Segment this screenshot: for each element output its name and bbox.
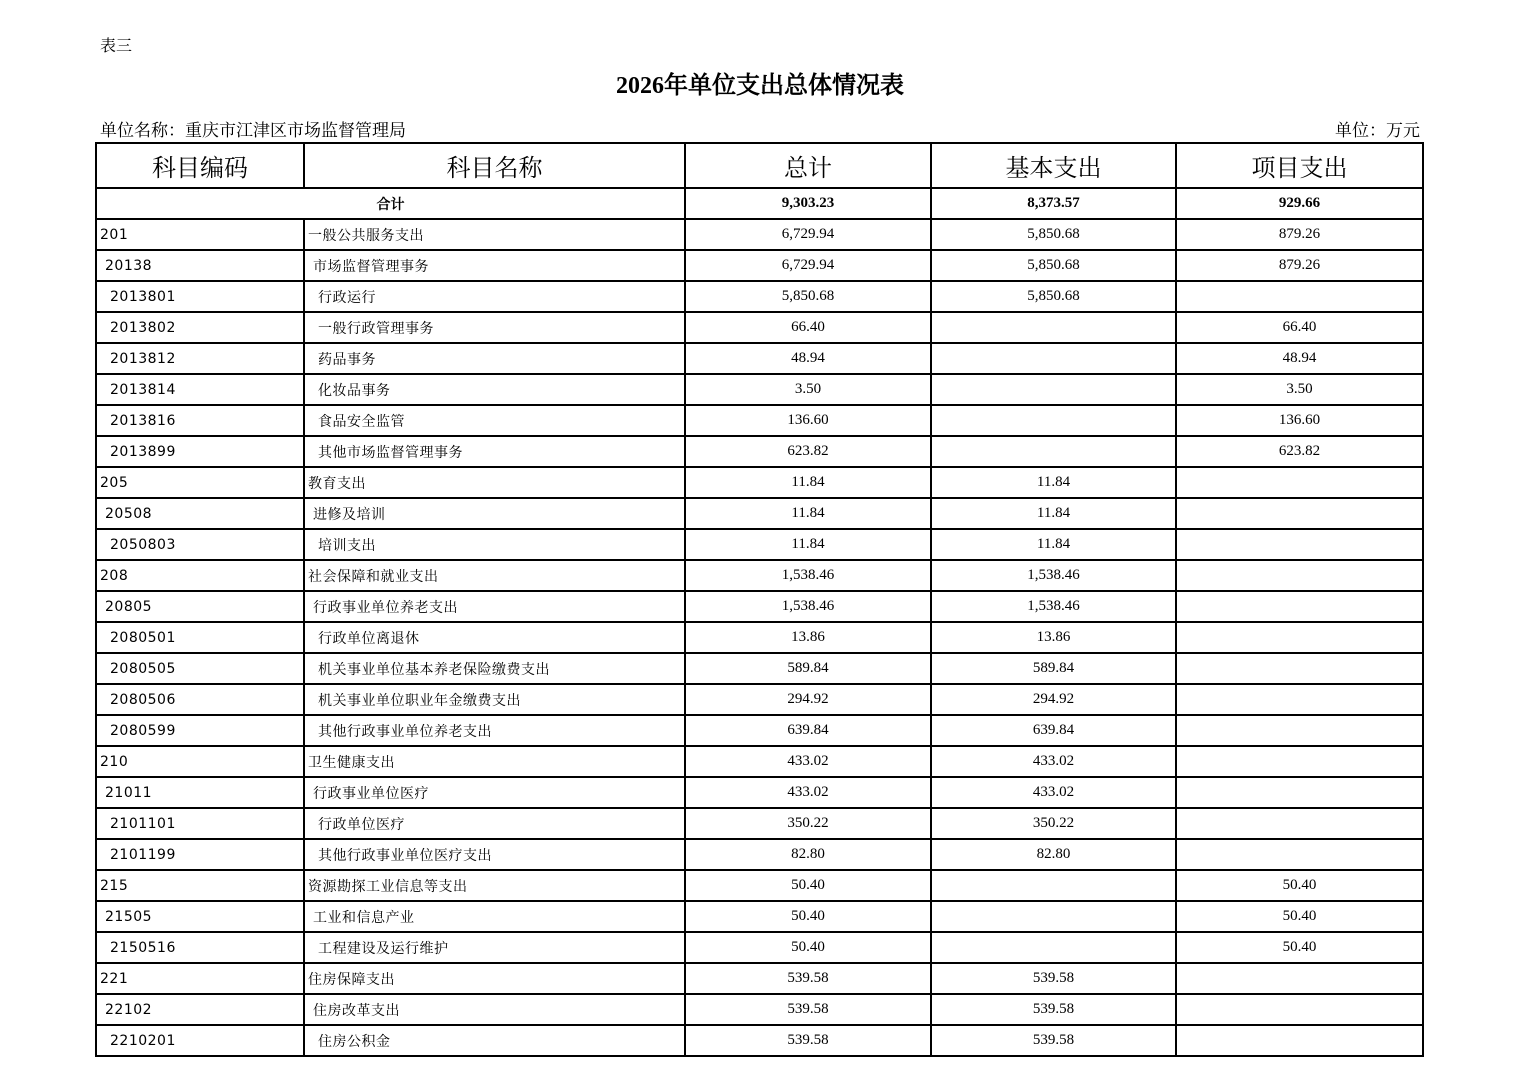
table-row <box>96 312 1423 343</box>
row-code: 208 <box>96 560 304 591</box>
row-basic: 82.80 <box>931 839 1176 870</box>
row-project: 50.40 <box>1176 901 1423 932</box>
row-total: 11.84 <box>685 498 931 529</box>
row-code: 21011 <box>96 777 304 808</box>
total-row <box>96 188 1423 219</box>
row-name: 行政事业单位养老支出 <box>304 591 685 622</box>
row-total: 5,850.68 <box>685 281 931 312</box>
row-project <box>1176 994 1423 1025</box>
table-row <box>96 219 1423 250</box>
row-project: 50.40 <box>1176 932 1423 963</box>
header-project: 项目支出 <box>1176 143 1423 188</box>
row-total: 433.02 <box>685 777 931 808</box>
row-basic: 1,538.46 <box>931 560 1176 591</box>
row-total: 1,538.46 <box>685 591 931 622</box>
row-basic <box>931 312 1176 343</box>
table-row <box>96 839 1423 870</box>
row-basic: 539.58 <box>931 963 1176 994</box>
row-total: 48.94 <box>685 343 931 374</box>
row-project <box>1176 715 1423 746</box>
row-total: 433.02 <box>685 746 931 777</box>
row-total: 11.84 <box>685 467 931 498</box>
row-project <box>1176 653 1423 684</box>
row-code: 205 <box>96 467 304 498</box>
table-row <box>96 250 1423 281</box>
row-total: 589.84 <box>685 653 931 684</box>
row-basic <box>931 901 1176 932</box>
row-total: 136.60 <box>685 405 931 436</box>
row-code: 2013801 <box>96 281 304 312</box>
row-name: 其他市场监督管理事务 <box>304 436 685 467</box>
row-project <box>1176 777 1423 808</box>
total-project: 929.66 <box>1176 188 1423 219</box>
row-project <box>1176 529 1423 560</box>
row-code: 2210201 <box>96 1025 304 1056</box>
row-project <box>1176 591 1423 622</box>
row-total: 13.86 <box>685 622 931 653</box>
row-code: 22102 <box>96 994 304 1025</box>
table-row <box>96 715 1423 746</box>
expenditure-table <box>95 142 1424 1057</box>
row-basic <box>931 343 1176 374</box>
row-project <box>1176 622 1423 653</box>
table-row <box>96 1025 1423 1056</box>
row-name: 行政运行 <box>304 281 685 312</box>
table-row <box>96 374 1423 405</box>
row-basic: 639.84 <box>931 715 1176 746</box>
header-total: 总计 <box>685 143 931 188</box>
table-header-row <box>96 143 1423 188</box>
row-basic: 11.84 <box>931 467 1176 498</box>
row-name: 其他行政事业单位医疗支出 <box>304 839 685 870</box>
table-tag: 表三 <box>100 38 133 55</box>
row-total: 3.50 <box>685 374 931 405</box>
row-total: 539.58 <box>685 1025 931 1056</box>
row-total: 294.92 <box>685 684 931 715</box>
row-code: 21505 <box>96 901 304 932</box>
total-label: 合计 <box>96 188 685 219</box>
row-name: 住房改革支出 <box>304 994 685 1025</box>
table-row <box>96 932 1423 963</box>
row-name: 进修及培训 <box>304 498 685 529</box>
row-name: 住房公积金 <box>304 1025 685 1056</box>
row-name: 行政单位医疗 <box>304 808 685 839</box>
row-project: 879.26 <box>1176 250 1423 281</box>
row-basic: 433.02 <box>931 746 1176 777</box>
header-basic: 基本支出 <box>931 143 1176 188</box>
row-name: 食品安全监管 <box>304 405 685 436</box>
row-name: 化妆品事务 <box>304 374 685 405</box>
row-project: 50.40 <box>1176 870 1423 901</box>
table-row <box>96 498 1423 529</box>
row-code: 215 <box>96 870 304 901</box>
row-name: 社会保障和就业支出 <box>304 560 685 591</box>
table-row <box>96 808 1423 839</box>
currency-unit-label: 单位：万元 <box>1335 121 1420 140</box>
row-total: 50.40 <box>685 932 931 963</box>
row-name: 其他行政事业单位养老支出 <box>304 715 685 746</box>
table-row <box>96 994 1423 1025</box>
row-code: 2013812 <box>96 343 304 374</box>
row-total: 1,538.46 <box>685 560 931 591</box>
row-project: 136.60 <box>1176 405 1423 436</box>
row-basic <box>931 374 1176 405</box>
row-name: 教育支出 <box>304 467 685 498</box>
row-basic: 11.84 <box>931 529 1176 560</box>
row-total: 6,729.94 <box>685 250 931 281</box>
table-row <box>96 591 1423 622</box>
row-project <box>1176 498 1423 529</box>
row-basic: 5,850.68 <box>931 219 1176 250</box>
row-code: 2013899 <box>96 436 304 467</box>
table-row <box>96 684 1423 715</box>
row-total: 66.40 <box>685 312 931 343</box>
row-project: 879.26 <box>1176 219 1423 250</box>
row-basic: 5,850.68 <box>931 250 1176 281</box>
unit-name-label: 单位名称：重庆市江津区市场监督管理局 <box>100 121 406 140</box>
row-basic: 539.58 <box>931 1025 1176 1056</box>
table-row <box>96 467 1423 498</box>
row-name: 机关事业单位职业年金缴费支出 <box>304 684 685 715</box>
row-code: 2101199 <box>96 839 304 870</box>
row-basic <box>931 405 1176 436</box>
row-total: 623.82 <box>685 436 931 467</box>
row-basic: 350.22 <box>931 808 1176 839</box>
row-code: 210 <box>96 746 304 777</box>
header-code: 科目编码 <box>96 143 304 188</box>
row-code: 20138 <box>96 250 304 281</box>
table-row <box>96 653 1423 684</box>
row-name: 一般公共服务支出 <box>304 219 685 250</box>
table-row <box>96 529 1423 560</box>
table-row <box>96 777 1423 808</box>
row-basic: 13.86 <box>931 622 1176 653</box>
table-row <box>96 560 1423 591</box>
row-basic: 11.84 <box>931 498 1176 529</box>
row-name: 资源勘探工业信息等支出 <box>304 870 685 901</box>
row-basic <box>931 932 1176 963</box>
row-total: 539.58 <box>685 994 931 1025</box>
row-name: 工业和信息产业 <box>304 901 685 932</box>
row-basic: 539.58 <box>931 994 1176 1025</box>
row-name: 药品事务 <box>304 343 685 374</box>
row-code: 2101101 <box>96 808 304 839</box>
row-code: 2080506 <box>96 684 304 715</box>
row-name: 培训支出 <box>304 529 685 560</box>
row-project <box>1176 746 1423 777</box>
table-row <box>96 405 1423 436</box>
row-name: 工程建设及运行维护 <box>304 932 685 963</box>
row-total: 539.58 <box>685 963 931 994</box>
row-name: 行政单位离退休 <box>304 622 685 653</box>
table-row <box>96 343 1423 374</box>
row-code: 201 <box>96 219 304 250</box>
row-name: 一般行政管理事务 <box>304 312 685 343</box>
row-project <box>1176 808 1423 839</box>
row-code: 2013802 <box>96 312 304 343</box>
row-project <box>1176 1025 1423 1056</box>
row-name: 行政事业单位医疗 <box>304 777 685 808</box>
table-row <box>96 622 1423 653</box>
row-basic: 589.84 <box>931 653 1176 684</box>
row-basic: 294.92 <box>931 684 1176 715</box>
row-project <box>1176 281 1423 312</box>
table-row <box>96 436 1423 467</box>
row-project: 48.94 <box>1176 343 1423 374</box>
row-code: 2150516 <box>96 932 304 963</box>
row-code: 2080599 <box>96 715 304 746</box>
row-code: 221 <box>96 963 304 994</box>
row-code: 2050803 <box>96 529 304 560</box>
table-row <box>96 746 1423 777</box>
row-project: 3.50 <box>1176 374 1423 405</box>
page-title: 2026年单位支出总体情况表 <box>616 73 904 99</box>
row-project <box>1176 684 1423 715</box>
row-project: 623.82 <box>1176 436 1423 467</box>
row-total: 639.84 <box>685 715 931 746</box>
row-total: 6,729.94 <box>685 219 931 250</box>
row-name: 机关事业单位基本养老保险缴费支出 <box>304 653 685 684</box>
row-basic: 433.02 <box>931 777 1176 808</box>
row-basic <box>931 436 1176 467</box>
row-project: 66.40 <box>1176 312 1423 343</box>
row-project <box>1176 839 1423 870</box>
table-row <box>96 870 1423 901</box>
row-basic: 5,850.68 <box>931 281 1176 312</box>
row-code: 2080501 <box>96 622 304 653</box>
table-row <box>96 901 1423 932</box>
total-sum: 9,303.23 <box>685 188 931 219</box>
row-total: 11.84 <box>685 529 931 560</box>
row-code: 2080505 <box>96 653 304 684</box>
row-total: 50.40 <box>685 901 931 932</box>
row-code: 2013816 <box>96 405 304 436</box>
row-name: 住房保障支出 <box>304 963 685 994</box>
row-project <box>1176 560 1423 591</box>
total-basic: 8,373.57 <box>931 188 1176 219</box>
row-basic: 1,538.46 <box>931 591 1176 622</box>
row-code: 20508 <box>96 498 304 529</box>
row-total: 50.40 <box>685 870 931 901</box>
row-total: 350.22 <box>685 808 931 839</box>
row-basic <box>931 870 1176 901</box>
row-total: 82.80 <box>685 839 931 870</box>
row-code: 20805 <box>96 591 304 622</box>
table-row <box>96 963 1423 994</box>
row-code: 2013814 <box>96 374 304 405</box>
header-name: 科目名称 <box>304 143 685 188</box>
row-project <box>1176 467 1423 498</box>
row-name: 卫生健康支出 <box>304 746 685 777</box>
row-project <box>1176 963 1423 994</box>
table-row <box>96 281 1423 312</box>
row-name: 市场监督管理事务 <box>304 250 685 281</box>
